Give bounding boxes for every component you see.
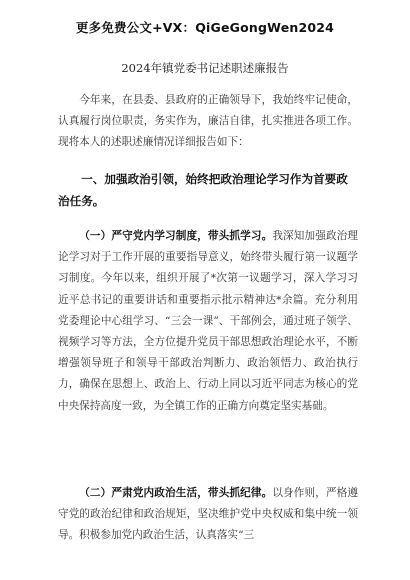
subsection-1-lead: （一）严守党内学习制度，带头抓学习。 bbox=[79, 230, 273, 242]
subsection-2-paragraph bbox=[58, 483, 358, 547]
intro-paragraph: 今年来，在县委、县政府的正确领导下，我始终牢记使命，认真履行岗位职责，务实作为，廉洁自律，扎实推进各项工作。现将本人的述职述廉情况详细报告如下： bbox=[58, 94, 358, 149]
page-header-watermark: 更多免费公文+VX：QiGeGongWen2024 bbox=[75, 20, 335, 35]
document-title: 2024年镇党委书记述职述廉报告 bbox=[121, 61, 289, 75]
section-heading-1: 一、加强政治引领，始终把政治理论学习作为首要政治任务。 bbox=[58, 172, 348, 208]
subsection-1-text: 我深知加强政治理论学习对于工作开展的重要指导意义，始终带头履行第一议题学习制度。今年以来，组织开展了*次第一议题学习，深入学习习近平总书记的重要讲话和重要指示批示精神达*余篇。充分利用党委理论中心组学习、“三会一课”、干部例会，通过班子领学、视频学习等方法，全方位提升党员干部思想政治理论水平，不断增强领导班子和领导干部政治判断力、政治领悟力、政治执行力，确保在思想上、政治上、行动上同以习近平同志为核心的党中央保持高度一致，为全镇工作的正确方向奠定坚实基础。 bbox=[58, 230, 359, 412]
subsection-2-text: 以身作则，严格遵守党的政治纪律和政治规矩，坚决维护党中央权威和集中统一领导。积极参加党内政治生活，认真落实“三 bbox=[58, 487, 359, 542]
subsection-1-paragraph bbox=[58, 226, 358, 417]
subsection-2-lead: （二）严肃党内政治生活，带头抓纪律。 bbox=[79, 487, 273, 499]
